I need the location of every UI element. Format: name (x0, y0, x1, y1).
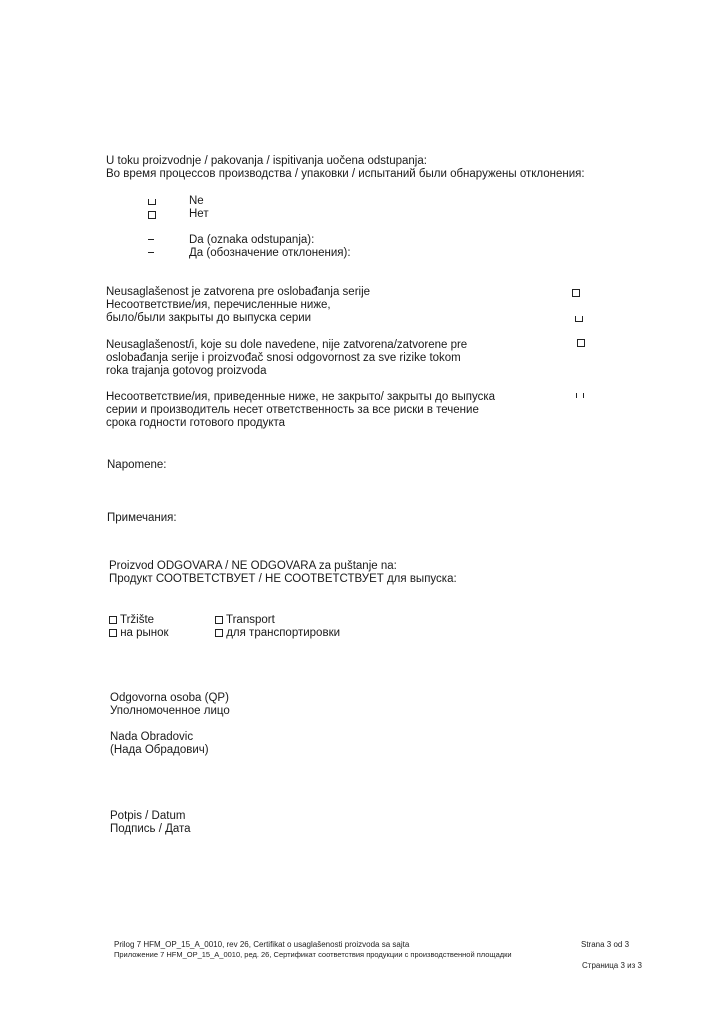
market-row-sr (109, 614, 169, 627)
footer-page-sr: Strana 3 od 3 (581, 940, 630, 949)
notes-label-sr: Napomene: (107, 459, 167, 471)
no-checkbox-ru[interactable] (148, 211, 156, 219)
market-label-sr: Tržište (120, 614, 155, 626)
closure-open-ru-2: серии и производитель несет ответственность за все риски в течение (106, 404, 479, 416)
footer-doc-ru: Приложение 7 HFM_OP_15_A_0010, ред. 26, Сертификат соответствия продукции с производственной площадки (114, 950, 512, 959)
signature-label (110, 810, 191, 836)
deviations-heading-sr: U toku proizvodnje / pakovanja / ispitivanja uočena odstupanja: (106, 155, 427, 167)
no-checkbox-sr[interactable] (148, 199, 156, 205)
no-option (189, 195, 209, 221)
closure-open-checkbox-sr[interactable] (577, 339, 585, 347)
qp-role-sr: Odgovorna osoba (QP) (110, 692, 229, 704)
closure-closed-ru-1: Несоответствие/ия, перечисленные ниже, (106, 299, 331, 311)
signature-label-ru: Подпись / Дата (110, 823, 191, 835)
yes-option (189, 234, 351, 260)
closure-open-sr-3: roka trajanja gotovog proizvoda (106, 365, 267, 377)
market-row-ru (109, 627, 169, 640)
qp-name-sr: Nada Obradovic (110, 731, 194, 743)
closure-open-ru-1: Несоответствие/ия, приведенные ниже, не закрыто/ закрыты до выпуска (106, 391, 496, 403)
market-checkbox-ru[interactable] (109, 629, 117, 637)
market-checkbox-sr[interactable] (109, 616, 117, 624)
closure-open-sr-2: oslobađanja serije i proizvođač snosi odgovornost za sve rizike tokom (106, 352, 461, 364)
qp-name (110, 731, 209, 757)
closure-open-sr-text (106, 339, 467, 378)
closure-open-checkbox-ru[interactable] (576, 393, 584, 398)
closure-open-sr-1: Neusaglašenost/i, koje su dole navedene, nije zatvorena/zatvorene pre (106, 339, 468, 351)
release-market-option (109, 614, 169, 640)
transport-checkbox-sr[interactable] (215, 616, 223, 624)
yes-label-ru: Да (обозначение отклонения): (189, 247, 351, 259)
closure-closed-text (106, 286, 370, 325)
qp-role (110, 692, 230, 718)
closure-closed-checkbox-ru[interactable] (575, 316, 583, 322)
transport-checkbox-ru[interactable] (215, 629, 223, 637)
qp-name-ru: (Нада Обрадович) (110, 744, 209, 756)
closure-closed-ru-2: было/были закрыты до выпуска серии (106, 312, 312, 324)
release-heading-ru: Продукт СООТВЕТСТВУЕТ / НЕ СООТВЕТСТВУЕТ для выпуска: (109, 573, 457, 585)
yes-label-sr: Da (oznaka odstupanja): (189, 234, 315, 246)
closure-closed-checkbox-sr[interactable] (572, 289, 580, 297)
yes-checkbox-sr[interactable] (148, 239, 154, 243)
market-label-ru: на рынок (120, 627, 169, 639)
release-transport-option (215, 614, 340, 640)
notes-label-ru: Примечания: (107, 512, 177, 524)
qp-role-ru: Уполномоченное лицо (110, 705, 230, 717)
signature-label-sr: Potpis / Datum (110, 810, 186, 822)
no-label-sr: Ne (189, 195, 204, 207)
footer-doc-sr: Prilog 7 HFM_OP_15_A_0010, rev 26, Certifikat o usaglašenosti proizvoda sa sajta (114, 940, 410, 949)
closure-open-ru-text (106, 391, 495, 430)
release-heading (109, 560, 457, 586)
footer-page-ru: Страница 3 из 3 (582, 961, 642, 970)
deviations-heading (106, 155, 585, 181)
transport-row-ru (215, 627, 340, 640)
closure-open-ru-3: срока годности готового продукта (106, 417, 286, 429)
no-label-ru: Нет (189, 208, 209, 220)
yes-checkbox-ru[interactable] (148, 252, 154, 256)
release-heading-sr: Proizvod ODGOVARA / NE ODGOVARA za puštanje na: (109, 560, 397, 572)
transport-label-ru: для транспортировки (226, 627, 341, 639)
deviations-heading-ru: Во время процессов производства / упаковки / испытаний были обнаружены отклонения: (106, 168, 585, 180)
transport-label-sr: Transport (226, 614, 275, 626)
closure-closed-sr: Neusaglašenost je zatvorena pre oslobađanja serije (106, 286, 371, 298)
transport-row-sr (215, 614, 340, 627)
